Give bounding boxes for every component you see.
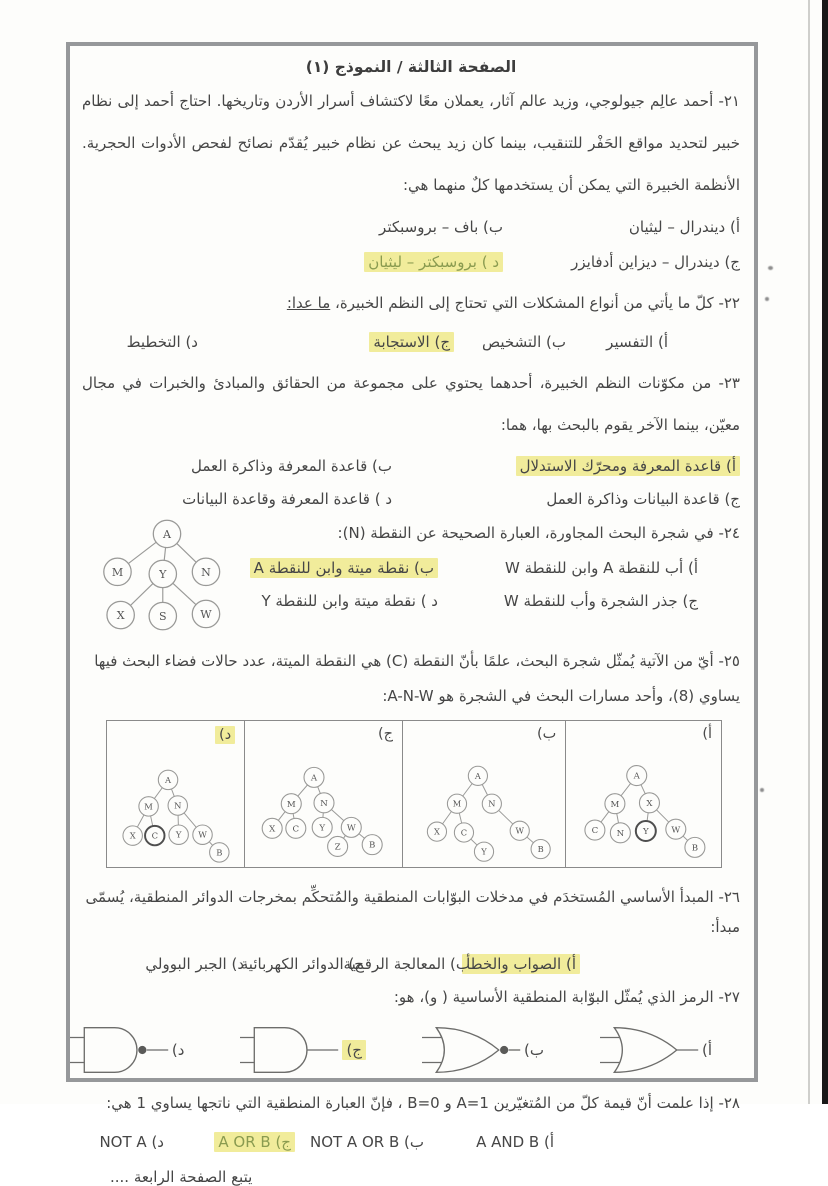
svg-text:B: B (537, 844, 544, 855)
question-22-stem-text: ٢٢- كلّ ما يأتي من أنواع المشكلات التي تحتاج إلى النظم الخبيرة، (330, 294, 740, 312)
svg-text:B: B (691, 843, 698, 854)
svg-text:N: N (319, 798, 328, 809)
answer-option: د ) نقطة ميتة وابن للنقطة Y (261, 592, 438, 610)
answer-option: أ) التفسير (606, 333, 668, 351)
svg-text:Y: Y (159, 567, 167, 581)
search-tree-option-c (251, 741, 397, 861)
scan-artifact-dot (768, 266, 773, 270)
answer-option: أ) A AND B (476, 1133, 554, 1151)
answer-box-d (107, 721, 245, 867)
page-continuation-note: يتبع الصفحة الرابعة .... (110, 1168, 253, 1186)
question-23-stem: ٢٣- من مكوّنات النظم الخبيرة، أحدهما يحتوي على مجموعة من الحقائق والمبادئ والخبرات في مجال معيّن، بينما الآخر يقوم بالبحث بها، هما: (82, 374, 740, 434)
svg-text:Y: Y (318, 823, 325, 834)
page-border-frame (66, 42, 758, 1186)
svg-text:W: W (515, 825, 525, 836)
svg-text:W: W (671, 825, 680, 836)
svg-text:A: A (633, 771, 640, 782)
gate-option-label-highlighted: ج) (342, 1040, 366, 1060)
question-23-options (82, 456, 740, 508)
and-gate-icon (240, 1022, 340, 1078)
svg-text:B: B (368, 840, 375, 851)
logic-gate-option-or (600, 1022, 712, 1078)
svg-text:Y: Y (481, 846, 487, 857)
answer-option: ب) باف – بروسبكتر (379, 218, 503, 236)
answer-option: ب) المعالجة الرقمية (343, 955, 470, 973)
svg-text:Z: Z (334, 842, 341, 853)
answer-option: ب) NOT A OR B (309, 1133, 424, 1151)
svg-text:M: M (111, 565, 124, 579)
svg-text:C: C (460, 827, 468, 838)
question-28-options (82, 1132, 740, 1152)
question-28-stem: ٢٨- إذا علمت أنّ قيمة كلّ من المُتغيّرين A=1 و B=0 ، فإنّ العبارة المنطقية التي ناتجها يساوي 1 هي: (106, 1094, 740, 1112)
svg-text:Y: Y (642, 827, 649, 838)
svg-text:X: X (129, 830, 136, 841)
or-gate-icon (600, 1022, 700, 1078)
answer-option-highlighted: ج) A OR B (214, 1132, 295, 1152)
question-24-stem: ٢٤- في شجرة البحث المجاورة، العبارة الصحيحة عن النقطة (N): (337, 524, 740, 542)
gate-option-label: د) (171, 1041, 185, 1059)
svg-text:Y: Y (175, 829, 182, 840)
svg-text:X: X (646, 798, 653, 809)
answer-option: ج) الدوائر الكهربائية (240, 955, 364, 973)
answer-option-highlighted: د ) بروسبكتر – ليثيان (364, 252, 503, 272)
svg-text:S: S (158, 610, 167, 624)
svg-text:W: W (200, 607, 212, 621)
answer-option-highlighted: ج) الاستجابة (369, 332, 454, 352)
answer-option: ج) جذر الشجرة وأب للنقطة W (503, 592, 698, 610)
logic-gate-option-nand (70, 1022, 185, 1078)
svg-text:N: N (173, 800, 182, 811)
scan-artifact-dot (765, 297, 769, 301)
svg-text:A: A (163, 527, 171, 541)
question-27-stem: ٢٧- الرمز الذي يُمثّل البوّابة المنطقية الأساسية ( و)، هو: (393, 988, 740, 1006)
question-24-tree-panel (82, 514, 247, 638)
scan-edge-shadow (822, 0, 828, 1104)
question-22-stem (82, 288, 740, 318)
answer-box-label-highlighted: د) (215, 726, 235, 744)
search-tree-option-d (111, 741, 241, 863)
svg-text:B: B (215, 847, 223, 858)
svg-text:C: C (292, 824, 299, 835)
page-title: الصفحة الثالثة / النموذج (١) (305, 58, 517, 76)
svg-text:M: M (286, 799, 296, 810)
answer-box-c (245, 721, 403, 867)
svg-text:C: C (591, 826, 598, 837)
scan-artifact-dot (760, 788, 764, 792)
question-22-exception-underline: ما عدا: (286, 294, 331, 312)
svg-text:W: W (346, 823, 356, 834)
scan-edge-line (808, 0, 810, 1104)
svg-text:M: M (143, 801, 153, 812)
svg-text:X: X (434, 826, 441, 837)
answer-option: أ) أب للنقطة A وابن للنقطة W (504, 559, 698, 577)
question-26-stem: ٢٦- المبدأ الأساسي المُستخدَم في مدخلات البوّابات المنطقية والمُتحكِّم بمخرجات الدوائر المنطقية، يُسمّى مبدأ: (85, 888, 740, 936)
question-21-options (82, 218, 740, 272)
svg-text:M: M (610, 799, 619, 810)
nand-gate-icon (70, 1022, 170, 1078)
svg-text:X: X (116, 609, 125, 623)
search-tree-diagram (87, 516, 247, 634)
answer-option: ب) التشخيص (482, 333, 566, 351)
gate-option-label: ب) (523, 1041, 544, 1059)
svg-text:C: C (151, 830, 158, 841)
answer-box-label: ب) (536, 726, 557, 742)
search-tree-option-a (569, 741, 719, 861)
answer-option: د) الجبر البوولي (145, 955, 244, 973)
answer-option-highlighted: أ) الصواب والخطأ (462, 954, 580, 974)
answer-option: ج) ديندرال – ديزاين أدفايزر (571, 253, 740, 271)
svg-text:N: N (201, 565, 211, 579)
question-27-gate-options (82, 1022, 740, 1078)
question-24-options (247, 558, 740, 610)
search-tree-option-b (405, 741, 563, 863)
answer-option: ب) قاعدة المعرفة وذاكرة العمل (191, 457, 392, 475)
gate-option-label: أ) (701, 1041, 712, 1059)
svg-text:N: N (616, 828, 624, 839)
question-25-stem-line1: ٢٥- أيّ من الآتية يُمثّل شجرة البحث، علمًا بأنّ النقطة (C) هي النقطة الميتة، عدد حالات فضاء البحث فيها (94, 652, 740, 670)
answer-option: ج) قاعدة البيانات وذاكرة العمل (546, 490, 740, 508)
question-25-answer-boxes (106, 720, 722, 868)
answer-option: د ) قاعدة المعرفة وقاعدة البيانات (182, 490, 392, 508)
svg-text:M: M (452, 798, 462, 809)
answer-option: د) NOT A (99, 1133, 164, 1151)
svg-text:A: A (475, 770, 482, 781)
question-24-main (247, 514, 740, 610)
logic-gate-option-nor (422, 1022, 544, 1078)
answer-box-label: أ) (702, 726, 712, 742)
answer-box-label: ج) (377, 726, 393, 742)
question-24-block (82, 514, 740, 638)
nor-gate-icon (422, 1022, 522, 1078)
question-22-options (82, 332, 740, 352)
question-25-stem-line2: يساوي (8)، وأحد مسارات البحث في الشجرة هو A-N-W: (382, 687, 740, 705)
answer-option-highlighted: أ) قاعدة المعرفة ومحرّك الاستدلال (516, 456, 740, 476)
answer-option-highlighted: ب) نقطة ميتة وابن للنقطة A (250, 558, 438, 578)
svg-text:A: A (310, 773, 317, 784)
svg-text:X: X (268, 824, 275, 835)
answer-box-b (403, 721, 566, 867)
svg-text:A: A (164, 774, 171, 785)
question-21-stem: ٢١- أحمد عالِم جيولوجي، وزيد عالم آثار، يعملان معًا لاكتشاف أسرار الأردن وتاريخها. احتاج أحمد إلى نظام خبير لتحديد مواقع الحَفْر للتنقيب، بينما كان زيد يبحث عن نظام خبير يُقدّم نصائح لفحص الأدوات الحجرية. الأنظمة الخبيرة التي يمكن أن يستخدمها كلٌ منهما هي: (82, 92, 740, 194)
answer-option: د) التخطيط (126, 333, 198, 351)
question-26-options (82, 954, 740, 974)
svg-text:N: N (488, 798, 496, 809)
answer-box-a (566, 721, 721, 867)
answer-option: أ) ديندرال – ليثيان (628, 218, 740, 236)
logic-gate-option-and (240, 1022, 366, 1078)
svg-text:W: W (197, 829, 207, 840)
